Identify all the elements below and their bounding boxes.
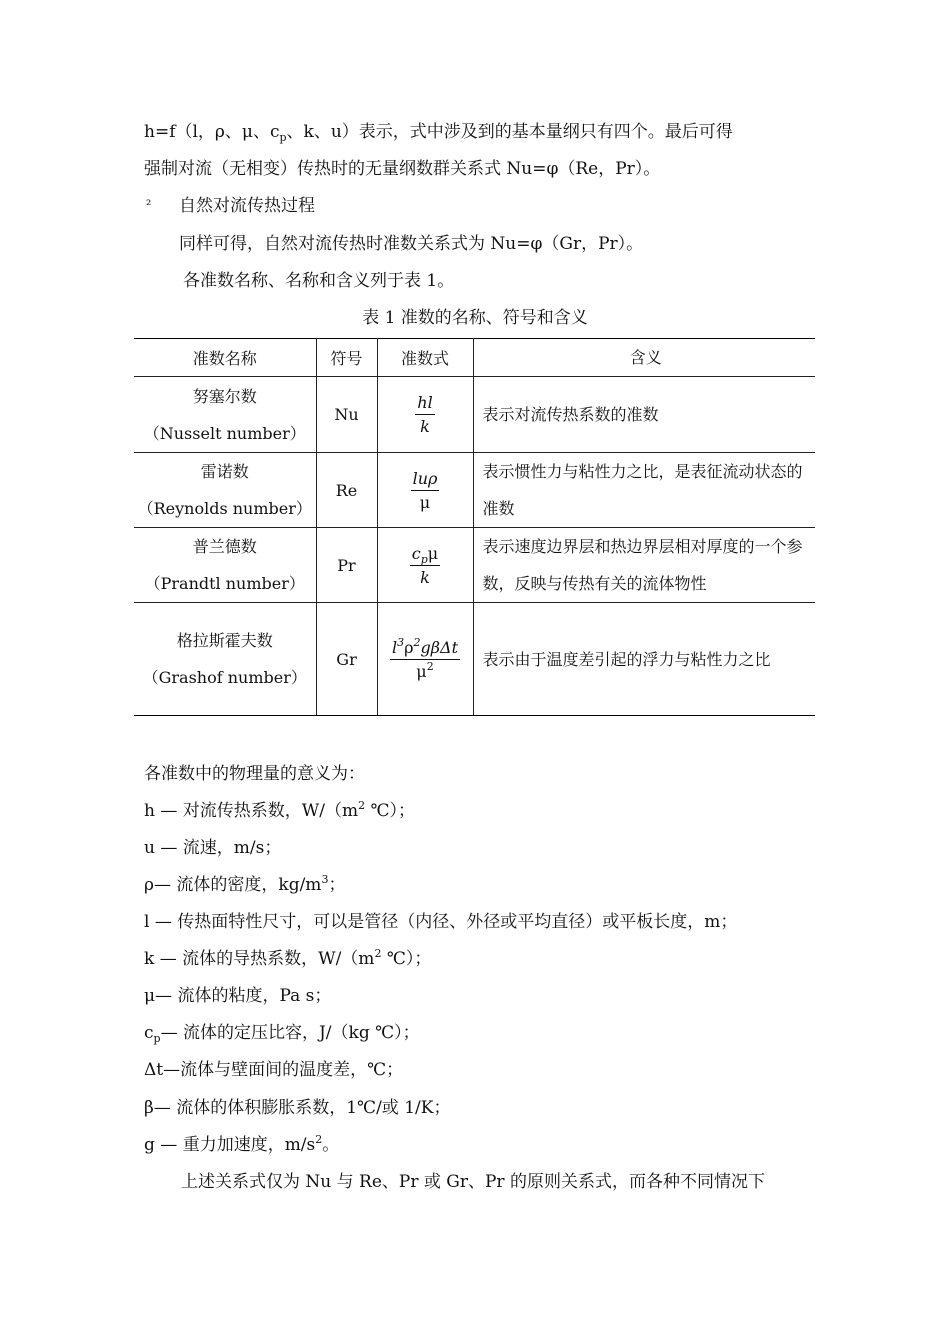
definition-item: l — 传热面特性尺寸，可以是管径（内径、外径或平均直径）或平板长度，m； xyxy=(144,912,738,932)
formula-numerator: hl xyxy=(415,393,434,415)
definition-item: Δt—流体与壁面间的温度差，℃； xyxy=(144,1060,404,1080)
section-marker: ² xyxy=(146,198,152,213)
name-cell xyxy=(134,528,316,603)
name-cn: 雷诺数 xyxy=(200,462,249,481)
formula-denominator: k xyxy=(420,417,430,436)
table-caption: 表 1 准数的名称、符号和含义 xyxy=(362,308,588,328)
formula-denominator: k xyxy=(420,567,430,587)
name-en: （Reynolds number） xyxy=(137,499,312,518)
paragraph-line: 强制对流（无相变）传热时的无量纲数群关系式 Nu=φ（Re，Pr）。 xyxy=(144,159,661,179)
formula-fraction xyxy=(410,544,440,587)
definition-item: h — 对流传热系数，$W/(m^2$ ℃）； xyxy=(144,799,415,821)
paragraph-line xyxy=(144,120,733,144)
definition-item: u — 流速，m/s； xyxy=(144,838,282,858)
meaning-cell: 表示速度边界层和热边界层相对厚度的一个参数，反映与传热有关的流体物性 xyxy=(473,528,815,603)
definition-item: k — 流体的导热系数，$W/(m^2$ ℃）； xyxy=(144,947,432,969)
meaning-cell: 表示由于温度差引起的浮力与粘性力之比 xyxy=(473,603,815,716)
table-row xyxy=(134,377,815,453)
paragraph-line: 各准数名称、名称和含义列于表 1。 xyxy=(183,271,455,291)
name-en: （Grashof number） xyxy=(142,668,307,687)
header-cell: 含义 xyxy=(473,339,815,377)
definition-item: β— 流体的体积膨胀系数，1℃/或 1/K； xyxy=(144,1098,451,1118)
symbol-cell: Gr xyxy=(316,603,377,716)
name-cn: 格拉斯霍夫数 xyxy=(176,631,273,650)
name-cell xyxy=(134,377,316,453)
definition-item: g — 重力加速度，$m/s^2$。 xyxy=(144,1133,340,1155)
formula-cell xyxy=(377,528,473,603)
formula-fraction xyxy=(415,393,434,436)
name-en: （Nusselt number） xyxy=(143,423,306,443)
definitions-intro: 各准数中的物理量的意义为： xyxy=(144,764,365,784)
formula-numerator: luρ xyxy=(411,469,440,491)
meaning-cell: 表示对流传热系数的准数 xyxy=(473,377,815,453)
definition-item: ρ— 流体的密度，$kg/m^3$； xyxy=(144,873,346,895)
criteria-table xyxy=(134,338,815,716)
table-row xyxy=(134,603,815,716)
symbol-cell: Pr xyxy=(316,528,377,603)
formula-numerator: $c_p\mu$ xyxy=(411,543,439,566)
formula-cell xyxy=(377,377,473,453)
name-cell xyxy=(134,603,316,716)
header-cell: 符号 xyxy=(316,339,377,377)
definition-item: $c_p—$ 流体的定压比容，J/（kg ℃）； xyxy=(144,1023,420,1045)
header-cell: 准数式 xyxy=(377,339,473,377)
name-cn: 普兰德数 xyxy=(192,537,257,556)
formula-fraction xyxy=(411,469,440,512)
header-cell: 准数名称 xyxy=(134,339,316,377)
table-header-row xyxy=(134,339,815,377)
paragraph-line: 同样可得，自然对流传热时准数关系式为 Nu=φ（Gr，Pr）。 xyxy=(179,234,644,254)
formula-denominator: μ xyxy=(419,492,431,512)
closing-paragraph: 上述关系式仅为 Nu 与 Re、Pr 或 Gr、Pr 的原则关系式，而各种不同情况下 xyxy=(181,1172,765,1192)
section-title: 自然对流传热过程 xyxy=(179,196,315,216)
formula-cell xyxy=(377,453,473,528)
formula-cell xyxy=(377,603,473,716)
subscript: p xyxy=(279,131,287,144)
name-en: （Prandtl number） xyxy=(144,574,305,593)
text-segment: 、k、u）表示，式中涉及到的基本量纲只有四个。最后可得 xyxy=(286,122,733,142)
formula-denominator: $\mu^2$ xyxy=(416,659,434,681)
symbol-cell: Re xyxy=(316,453,377,528)
formula-numerator: $l^3\rho^2g\beta\Delta t$ xyxy=(390,638,460,660)
definition-item: μ— 流体的粘度，Pa s； xyxy=(144,986,332,1006)
text-segment: h=f（l，ρ、μ、c xyxy=(144,122,280,142)
table-row xyxy=(134,453,815,528)
formula-fraction xyxy=(390,635,460,681)
name-cn: 努塞尔数 xyxy=(192,386,257,406)
meaning-cell: 表示惯性力与粘性力之比，是表征流动状态的准数 xyxy=(473,453,815,528)
symbol-cell: Nu xyxy=(316,377,377,453)
table-row xyxy=(134,528,815,603)
name-cell xyxy=(134,453,316,528)
